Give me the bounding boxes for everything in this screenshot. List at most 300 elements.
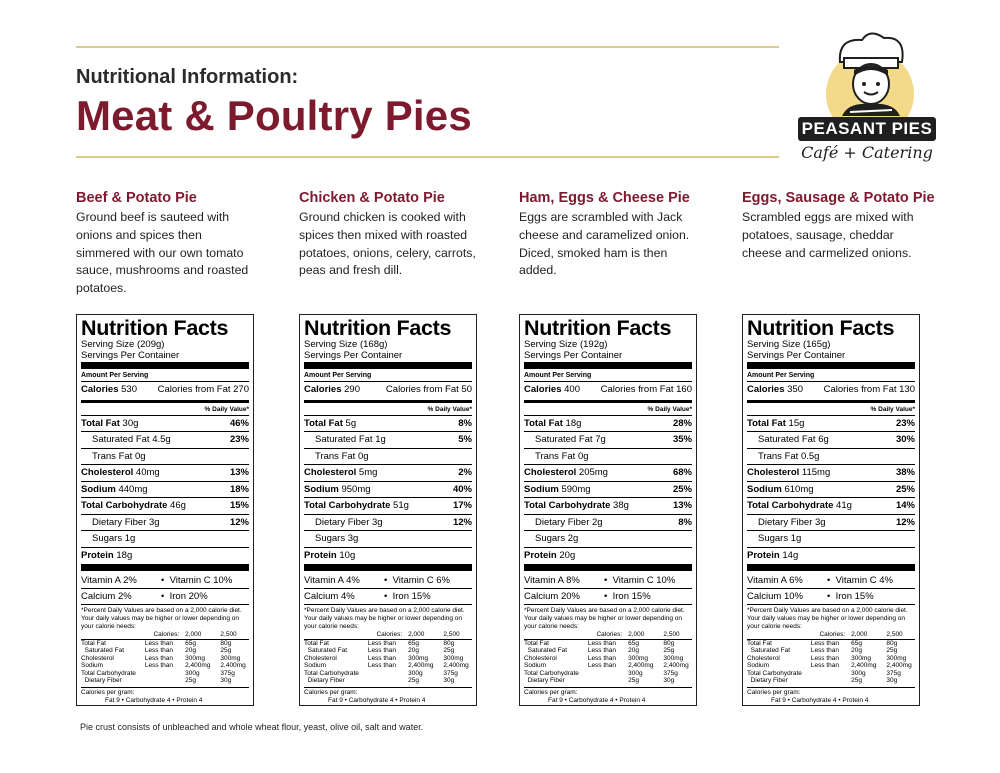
table-row	[524, 662, 692, 670]
carb-value: 38g	[613, 500, 629, 511]
daily-values-table	[747, 631, 915, 639]
calories-row	[524, 382, 692, 398]
table-cell: 20g	[185, 647, 196, 654]
table-cell: Cholesterol	[747, 654, 780, 662]
carb-row	[304, 498, 472, 514]
trans-fat-value: 0g	[134, 450, 146, 462]
table-cell: Calories:	[596, 631, 623, 638]
fiber-label: Dietary Fiber	[758, 516, 813, 528]
daily-values-table	[524, 631, 692, 639]
fiber-row	[747, 515, 915, 531]
divider-medium	[304, 400, 472, 403]
total-fat-row	[747, 416, 915, 432]
logo-brand: PEASANT PIES	[798, 117, 936, 141]
table-cell: 300g	[185, 669, 200, 677]
table-cell: 30g	[443, 677, 455, 684]
table-cell: 80g	[886, 639, 898, 647]
calories-per-gram-values: Fat 9 • Carbohydrate 4 • Protein 4	[105, 696, 203, 704]
calories-value: 530	[121, 384, 137, 395]
calories-per-gram-values: Fat 9 • Carbohydrate 4 • Protein 4	[771, 696, 869, 704]
table-cell: Total Fat	[304, 639, 329, 647]
calories-row	[747, 382, 915, 398]
table-row	[304, 662, 472, 670]
table-cell	[81, 631, 145, 639]
vit-c-value: 6%	[436, 575, 450, 586]
fiber-label: Dietary Fiber	[535, 516, 590, 528]
table-header-row	[524, 631, 692, 639]
calories-fat-label: Calories from Fat	[157, 384, 231, 395]
nutrition-facts-title: Nutrition Facts	[81, 316, 229, 340]
table-cell: Dietary Fiber	[747, 677, 788, 684]
table-cell	[811, 677, 851, 685]
vit-a-value: 8%	[566, 575, 580, 586]
sat-fat-dv: 5%	[458, 434, 472, 445]
fiber-dv: 12%	[895, 516, 915, 528]
sodium-dv: 18%	[229, 483, 249, 495]
table-cell: 2,500	[663, 631, 680, 638]
mineral-row: Calcium 2% • Iron 20%	[81, 591, 208, 602]
cholesterol-value: 205mg	[578, 467, 608, 478]
footnote: *Percent Daily Values are based on a 2,000 calorie diet. Your daily values may be higher or lower depending on your calorie needs:	[747, 607, 908, 630]
carb-row	[81, 498, 249, 514]
cholesterol-value: 115mg	[801, 467, 831, 478]
protein-row	[747, 548, 915, 564]
table-cell: 20g	[628, 647, 639, 654]
protein-label: Protein	[81, 549, 114, 561]
table-cell: Saturated Fat	[747, 647, 790, 654]
trans-fat-label: Trans Fat	[92, 450, 133, 462]
table-row	[524, 640, 692, 648]
fiber-label: Dietary Fiber	[315, 516, 370, 528]
table-cell	[524, 631, 588, 639]
pie-description-3	[519, 190, 724, 280]
table-cell: 2,400mg	[851, 662, 877, 669]
table-header-row	[747, 631, 915, 639]
cholesterol-dv: 13%	[229, 467, 249, 478]
cholesterol-dv: 2%	[458, 467, 472, 478]
divider	[304, 687, 472, 688]
sugars-value: 2g	[567, 533, 579, 544]
total-fat-dv: 23%	[895, 417, 915, 429]
trans-fat-label: Trans Fat	[315, 450, 356, 462]
table-cell: Total Carbohydrate	[524, 669, 579, 677]
table-cell: Saturated Fat	[304, 647, 347, 654]
calories-per-gram-label: Calories per gram:	[304, 688, 358, 696]
calories-row	[81, 382, 249, 398]
calcium-label: Calcium	[524, 591, 559, 602]
table-cell: 25g	[663, 647, 675, 654]
sat-fat-row	[524, 432, 692, 448]
calories-row	[304, 382, 472, 398]
calories-per-gram-label: Calories per gram:	[81, 688, 135, 696]
fiber-dv: 12%	[452, 516, 472, 528]
table-row	[747, 640, 915, 648]
nutrition-panel-1	[76, 314, 254, 706]
nutrition-panel-2	[299, 314, 477, 706]
vit-a-value: 4%	[346, 575, 360, 586]
protein-value: 18g	[116, 549, 133, 561]
table-cell: Sodium	[524, 662, 547, 669]
table-cell: 20g	[851, 647, 862, 654]
sat-fat-label: Saturated Fat	[315, 434, 373, 445]
sat-fat-label: Saturated Fat	[92, 434, 150, 445]
pie-description-1	[76, 190, 281, 298]
table-cell: 65g	[851, 639, 862, 647]
table-cell: 375g	[886, 669, 901, 677]
fiber-dv: 12%	[229, 516, 249, 528]
table-cell: 2,000	[185, 631, 202, 638]
table-cell: Calories:	[819, 631, 846, 638]
sat-fat-dv: 23%	[229, 434, 249, 445]
table-cell: 80g	[443, 639, 455, 647]
divider	[747, 604, 915, 605]
carb-value: 46g	[170, 500, 186, 511]
vit-c-value: 10%	[213, 575, 233, 586]
table-cell: 25g	[851, 677, 862, 684]
sugars-row	[304, 531, 472, 547]
table-cell: Sodium	[304, 662, 327, 669]
table-cell: 300mg	[628, 654, 649, 662]
trans-fat-row	[81, 449, 249, 465]
trans-fat-label: Trans Fat	[535, 450, 576, 462]
sodium-value: 590mg	[561, 483, 591, 495]
carb-row	[524, 498, 692, 514]
protein-label: Protein	[747, 549, 780, 561]
calcium-label: Calcium	[747, 591, 782, 602]
servings-per-container: Servings Per Container	[81, 350, 180, 361]
daily-value-header: % Daily Value*	[427, 405, 472, 413]
divider-medium	[524, 400, 692, 403]
table-row	[304, 640, 472, 648]
calcium-value: 20%	[560, 591, 580, 602]
carb-dv: 13%	[672, 500, 692, 511]
vit-a-label: Vitamin A	[81, 575, 121, 586]
trans-fat-row	[524, 449, 692, 465]
table-row	[81, 662, 249, 670]
divider	[81, 687, 249, 688]
total-fat-value: 5g	[345, 417, 357, 429]
iron-value: 20%	[188, 591, 208, 602]
footnote: *Percent Daily Values are based on a 2,000 calorie diet. Your daily values may be higher or lower depending on your calorie needs:	[524, 607, 685, 630]
fiber-row	[81, 515, 249, 531]
divider-thick	[81, 362, 249, 369]
table-row	[747, 647, 915, 655]
daily-values-table	[304, 631, 472, 639]
table-cell: 2,400mg	[886, 662, 912, 669]
table-cell: Dietary Fiber	[304, 677, 345, 684]
protein-value: 10g	[339, 549, 356, 561]
servings-per-container: Servings Per Container	[747, 350, 846, 361]
table-cell: 65g	[628, 639, 639, 647]
table-cell: 65g	[408, 639, 419, 647]
table-cell: Cholesterol	[81, 654, 114, 662]
pie-text: Scrambled eggs are mixed with potatoes, sausage, cheddar cheese and carmelized onions.	[742, 210, 914, 260]
total-fat-dv: 28%	[672, 417, 692, 429]
cholesterol-row	[81, 465, 249, 481]
calories-fat-label: Calories from Fat	[385, 384, 459, 395]
daily-value-header: % Daily Value*	[204, 405, 249, 413]
pie-description-4	[742, 190, 947, 262]
sugars-value: 3g	[347, 533, 359, 544]
calories-fat-label: Calories from Fat	[600, 384, 674, 395]
sat-fat-value: 7g	[595, 434, 606, 445]
table-cell: Less than	[587, 639, 617, 647]
vit-c-label: Vitamin C	[392, 575, 434, 586]
calories-per-gram-values: Fat 9 • Carbohydrate 4 • Protein 4	[548, 696, 646, 704]
table-row	[304, 655, 472, 663]
table-cell	[368, 670, 408, 678]
sugars-value: 1g	[790, 533, 802, 544]
table-cell: Less than	[810, 639, 840, 647]
vitamin-row: Vitamin A 8% • Vitamin C 10%	[524, 575, 676, 586]
vit-a-label: Vitamin A	[304, 575, 344, 586]
table-cell: Less than	[144, 662, 174, 669]
sugars-row	[524, 531, 692, 547]
calories-fat-label: Calories from Fat	[823, 384, 897, 395]
divider-thick	[747, 564, 915, 571]
table-cell: Less than	[587, 662, 617, 669]
cholesterol-row	[524, 465, 692, 481]
vit-a-value: 2%	[123, 575, 137, 586]
table-cell: 2,400mg	[663, 662, 689, 669]
table-cell: Calories:	[376, 631, 403, 638]
carb-row	[747, 498, 915, 514]
fiber-dv: 8%	[678, 516, 692, 528]
table-cell	[368, 677, 408, 685]
trans-fat-row	[747, 449, 915, 465]
divider-thick	[524, 564, 692, 571]
top-rule	[76, 46, 779, 48]
fiber-value: 3g	[815, 516, 826, 528]
table-cell: Less than	[367, 647, 397, 654]
servings-per-container: Servings Per Container	[524, 350, 623, 361]
table-cell: Total Carbohydrate	[81, 669, 136, 677]
nutrition-panel-4	[742, 314, 920, 706]
amount-per-serving: Amount Per Serving	[524, 372, 592, 379]
table-row	[81, 677, 249, 685]
amount-per-serving: Amount Per Serving	[304, 372, 372, 379]
total-fat-label: Total Fat	[524, 417, 563, 429]
table-cell	[588, 677, 628, 685]
daily-values-rows	[747, 640, 915, 685]
table-cell: 300mg	[886, 654, 907, 662]
table-row	[747, 655, 915, 663]
table-cell: Less than	[810, 662, 840, 669]
trans-fat-row	[304, 449, 472, 465]
sat-fat-value: 4.5g	[152, 434, 171, 445]
sugars-label: Sugars	[535, 533, 566, 544]
calcium-value: 2%	[117, 591, 132, 602]
page-subtitle: Nutritional Information:	[76, 66, 299, 88]
table-row	[747, 662, 915, 670]
table-cell: 2,400mg	[220, 662, 246, 669]
table-row	[747, 677, 915, 685]
divider-thick	[747, 362, 915, 369]
table-cell: 20g	[408, 647, 419, 654]
carb-value: 41g	[836, 500, 852, 511]
table-cell: 2,400mg	[628, 662, 654, 669]
daily-values-rows	[524, 640, 692, 685]
sat-fat-dv: 35%	[672, 434, 692, 445]
table-cell: Less than	[367, 639, 397, 647]
table-row	[524, 647, 692, 655]
table-cell: 2,400mg	[185, 662, 211, 669]
serving-size: Serving Size (192g)	[524, 339, 608, 350]
sodium-row	[81, 482, 249, 498]
footnote: *Percent Daily Values are based on a 2,000 calorie diet. Your daily values may be higher or lower depending on your calorie needs:	[81, 607, 242, 630]
table-cell: 2,400mg	[443, 662, 469, 669]
sugars-value: 1g	[124, 533, 136, 544]
vit-c-value: 10%	[656, 575, 676, 586]
table-cell: Less than	[587, 654, 617, 662]
iron-label: Iron	[612, 591, 629, 602]
daily-values-rows	[304, 640, 472, 685]
table-row	[81, 655, 249, 663]
divider-thick	[304, 564, 472, 571]
table-cell: Cholesterol	[524, 654, 557, 662]
iron-value: 15%	[854, 591, 874, 602]
table-cell: 25g	[185, 677, 196, 684]
sugars-label: Sugars	[315, 533, 346, 544]
table-row	[524, 670, 692, 678]
table-row	[304, 647, 472, 655]
sugars-label: Sugars	[92, 533, 123, 544]
fiber-row	[524, 515, 692, 531]
sat-fat-row	[747, 432, 915, 448]
vit-c-label: Vitamin C	[169, 575, 211, 586]
total-fat-row	[304, 416, 472, 432]
table-cell: Total Carbohydrate	[304, 669, 359, 677]
carb-dv: 17%	[452, 500, 472, 511]
cholesterol-value: 40mg	[135, 467, 160, 478]
sodium-row	[304, 482, 472, 498]
logo-tagline: Café + Catering	[801, 143, 933, 162]
cholesterol-dv: 68%	[672, 467, 692, 478]
table-row	[747, 670, 915, 678]
calories-per-gram-label: Calories per gram:	[747, 688, 801, 696]
cholesterol-row	[304, 465, 472, 481]
sodium-label: Sodium	[304, 483, 339, 495]
footnote: *Percent Daily Values are based on a 2,000 calorie diet. Your daily values may be higher or lower depending on your calorie needs:	[304, 607, 465, 630]
protein-row	[304, 548, 472, 564]
table-row	[304, 670, 472, 678]
divider	[524, 687, 692, 688]
calories-fat-value: 130	[899, 384, 915, 395]
total-fat-label: Total Fat	[304, 417, 343, 429]
calcium-label: Calcium	[81, 591, 116, 602]
table-cell: 300mg	[443, 654, 464, 662]
divider	[524, 604, 692, 605]
protein-label: Protein	[524, 549, 557, 561]
table-cell: 300g	[408, 669, 423, 677]
table-cell: 25g	[220, 647, 232, 654]
vit-c-label: Vitamin C	[835, 575, 877, 586]
total-fat-value: 18g	[565, 417, 582, 429]
table-cell	[588, 670, 628, 678]
carb-label: Total Carbohydrate	[81, 500, 168, 511]
divider-medium	[747, 400, 915, 403]
calories-fat-value: 270	[233, 384, 249, 395]
table-cell: 30g	[886, 677, 898, 684]
protein-value: 14g	[782, 549, 799, 561]
table-cell: 375g	[443, 669, 458, 677]
mineral-row: Calcium 4% • Iron 15%	[304, 591, 431, 602]
sat-fat-label: Saturated Fat	[535, 434, 593, 445]
table-header-row	[304, 631, 472, 639]
table-cell: Total Carbohydrate	[747, 669, 802, 677]
table-cell: 2,000	[408, 631, 425, 638]
cholesterol-label: Cholesterol	[304, 467, 357, 478]
table-cell: 300mg	[408, 654, 429, 662]
protein-row	[524, 548, 692, 564]
table-cell: 300mg	[663, 654, 684, 662]
page-title: Meat & Poultry Pies	[76, 92, 472, 139]
divider	[81, 604, 249, 605]
table-cell: 30g	[663, 677, 675, 684]
sodium-value: 950mg	[341, 483, 371, 495]
table-cell: Total Fat	[524, 639, 549, 647]
daily-value-header: % Daily Value*	[647, 405, 692, 413]
trans-fat-value: 0.5g	[800, 450, 820, 462]
sugars-label: Sugars	[758, 533, 789, 544]
nutrition-facts-title: Nutrition Facts	[304, 316, 452, 340]
table-cell: 65g	[185, 639, 196, 647]
cholesterol-dv: 38%	[895, 467, 915, 478]
table-cell	[145, 677, 185, 685]
nutrition-panel-3	[519, 314, 697, 706]
carb-label: Total Carbohydrate	[304, 500, 391, 511]
sodium-value: 610mg	[784, 483, 814, 495]
nutrition-facts-title: Nutrition Facts	[747, 316, 895, 340]
sodium-label: Sodium	[524, 483, 559, 495]
trans-fat-label: Trans Fat	[758, 450, 799, 462]
table-row	[524, 677, 692, 685]
sodium-dv: 25%	[672, 483, 692, 495]
sodium-value: 440mg	[118, 483, 148, 495]
total-fat-dv: 46%	[229, 417, 249, 429]
total-fat-row	[81, 416, 249, 432]
table-cell: 300mg	[851, 654, 872, 662]
cholesterol-row	[747, 465, 915, 481]
sat-fat-row	[81, 432, 249, 448]
pie-name: Eggs, Sausage & Potato Pie	[742, 190, 935, 206]
calcium-value: 4%	[340, 591, 355, 602]
divider-thick	[304, 362, 472, 369]
table-cell: Dietary Fiber	[524, 677, 565, 684]
table-cell: 300mg	[220, 654, 241, 662]
vit-c-value: 4%	[879, 575, 893, 586]
calories-value: 400	[564, 384, 580, 395]
total-fat-value: 30g	[122, 417, 139, 429]
iron-value: 15%	[411, 591, 431, 602]
vitamin-row: Vitamin A 6% • Vitamin C 4%	[747, 575, 893, 586]
table-cell	[304, 631, 368, 639]
fiber-label: Dietary Fiber	[92, 516, 147, 528]
table-cell: 300g	[851, 669, 866, 677]
fiber-value: 3g	[149, 516, 160, 528]
serving-size: Serving Size (209g)	[81, 339, 165, 350]
calories-label: Calories	[304, 384, 342, 395]
table-cell: Total Fat	[81, 639, 106, 647]
mineral-row: Calcium 10% • Iron 15%	[747, 591, 874, 602]
table-cell: Saturated Fat	[81, 647, 124, 654]
iron-label: Iron	[169, 591, 186, 602]
carb-dv: 15%	[229, 500, 249, 511]
table-cell: Saturated Fat	[524, 647, 567, 654]
table-cell: Less than	[144, 654, 174, 662]
cholesterol-value: 5mg	[358, 467, 378, 478]
sat-fat-dv: 30%	[895, 434, 915, 445]
